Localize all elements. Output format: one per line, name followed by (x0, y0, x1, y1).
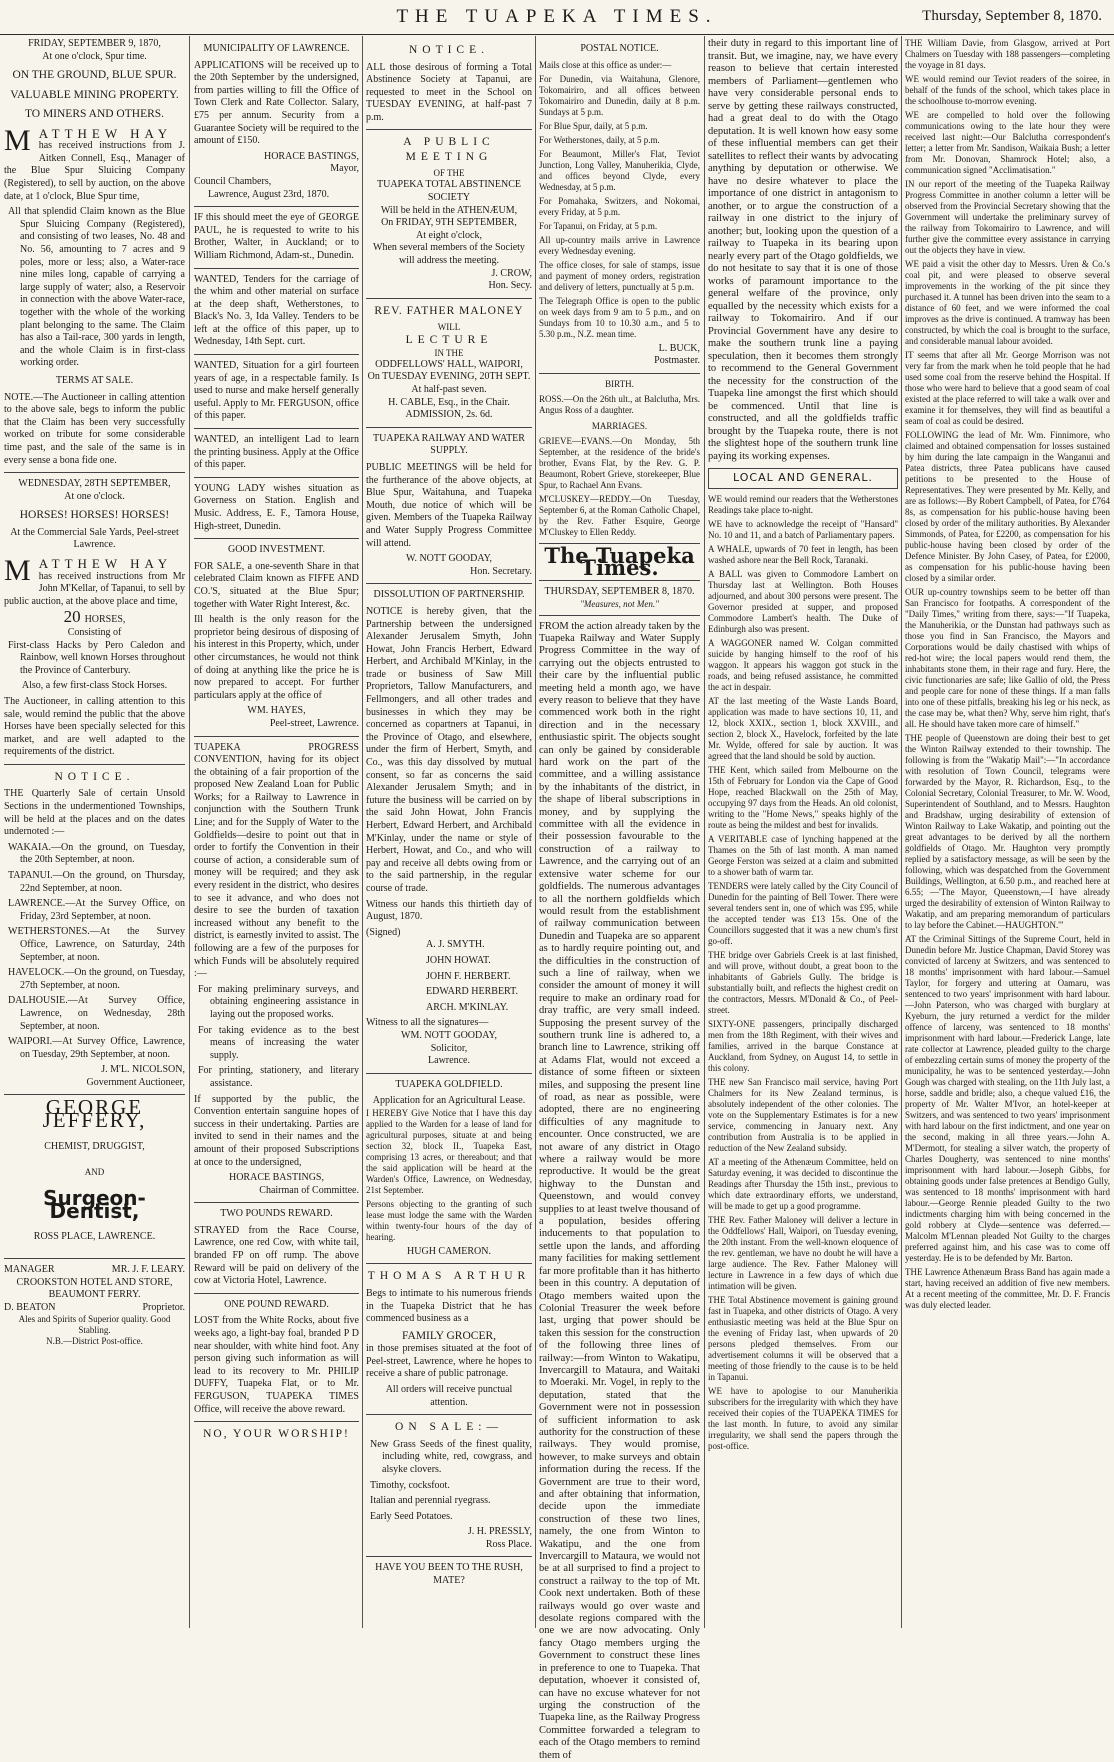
column-6 (905, 38, 1110, 1628)
rule (194, 1202, 359, 1203)
hotel-heading: CROOKSTON HOTEL AND STORE, BEAUMONT FERRY. (16, 1276, 173, 1301)
local-items (905, 38, 1110, 1311)
postal-item: For Pomahaka, Switzers, and Nokomai, every Friday, at 5 p.m. (539, 195, 700, 217)
news-item: THE William Davie, from Glasgow, arrived at Port Chalmers on Tuesday with 188 passengers—completing the voyage in 81 days. (905, 38, 1110, 70)
governess-ad: YOUNG LADY wishes situation as Governess on Station. English and Music. Address, E. F., Tamora House, High-street, Dunedin. (194, 482, 359, 532)
investment-signature: WM. HAYES, (247, 705, 306, 717)
news-item: WE have to acknowledge the receipt of "Hansard" No. 10 and 11, and a batch of Parliamentary papers. (708, 518, 898, 540)
jeffery-address: ROSS PLACE, LAWRENCE. (33, 1231, 156, 1243)
worship-heading: NO, YOUR WORSHIP! (203, 1428, 350, 1441)
column-1 (4, 38, 185, 1628)
news-item: THE bridge over Gabriels Creek is at last finished, and will prove, without doubt, a great boon to the inhabitants of Gabriels Gully. The bridge is substantially built, and reflects the highest credit on the contractors, Messrs. M'Donald & Co., of Peel-street. (708, 949, 898, 1015)
notice-item: DALHOUSIE.—At Survey Office, Lawrence, on Wednesday, 28th September, at noon. (8, 995, 185, 1032)
notice-signature: J. M'L. NICOLSON, (101, 1064, 185, 1076)
news-item: AT the last meeting of the Waste Lands Board, application was made to have sections 10, 11, and 12, block XXIX., section 1, block XXVIII., and section 2, block X., Havelock, forfeited by the late Mr. Wylde, offered for sale by auction. It was agreed that the land should be sold by auction. (708, 695, 898, 761)
sale-date: FRIDAY, SEPTEMBER 9, 1870, (28, 38, 161, 49)
sale-heading: ON THE GROUND, BLUE SPUR. (12, 69, 177, 82)
lecture-title: LECTURE (405, 334, 493, 347)
horses-count: 20 HORSES, (63, 607, 126, 627)
horses-location: At the Commercial Sale Yards, Peel-street Lawrence. (10, 526, 179, 551)
lecture-text: WILL (437, 322, 461, 333)
municipality-text: APPLICATIONS will be received up to the 20th September by the undersigned, from parties willing to fill the Office of Town Clerk and Rate Collector. Salary, £75 per annum. Security from a Guarantee Society will be required to the amount of £150. (194, 59, 359, 147)
postal-item: For Beaumont, Miller's Flat, Teviot Junction, Long Valley, Manuherikia, Clyde, and offices beyond Clyde, every Wednesday, at 5 p.m. (539, 148, 700, 192)
postal-item: The Telegraph Office is open to the public on week days from 9 am to 5 p.m., and on Sundays from 10 to 10.30 a.m., and 5 to 5.30 p.m., N.Z. mean time. (539, 295, 700, 339)
sale-text: First-class Hacks by Pero Caledon and Rainbow, well known Horses throughout the Province of Canterbury. (8, 639, 185, 676)
horses-heading: HORSES! HORSES! HORSES! (19, 509, 170, 522)
notice-text: ALL those desirous of forming a Total Abstinence Society at Tapanui, are requested to meet in the School on TUESDAY EVENING, at half-past 7 p.m. (366, 61, 532, 123)
paul-notice: IF this should meet the eye of GEORGE PAUL, he is requested to write to his Brother, Walter, in Auckland; or to William Richmond, Adam-st., Dunedin. (194, 212, 359, 261)
meeting-society: TUAPEKA TOTAL ABSTINENCE SOCIETY (376, 179, 522, 204)
masthead-date: Thursday, September 8, 1870. (922, 8, 1102, 24)
news-item: THE Rev. Father Maloney will deliver a lecture in the Oddfellows' Hall, Waipori, on Tuesday evening, the 20th instant. From the well-known eloquence of the rev. gentleman, we have no doubt he will have a large audience. The Rev. Father Maloney will lecture in Lawrence in a few days of which due intimation will be given. (708, 1214, 898, 1291)
notice-item: WAKAIA.—On the ground, on Tuesday, the 20th September, at noon. (8, 841, 185, 866)
sale-heading: TO MINERS AND OTHERS. (24, 108, 165, 121)
rule (366, 1414, 532, 1415)
partner-name: JOHN F. HERBERT. (426, 970, 511, 982)
masthead (0, 0, 1114, 35)
meeting-heading: A PUBLIC MEETING (403, 136, 495, 163)
lecture-text: ADMISSION, 2s. 6d. (405, 409, 493, 421)
sale-item: Early Seed Potatoes. (370, 1510, 453, 1522)
reward-text: STRAYED from the Race Course, Lawrence, one red Cow, with white tail, branded FP on off rump. The above Reward will be paid on delivery of the cow at Victoria Hotel, Lawrence. (194, 1224, 359, 1287)
meeting-text: Will be held in the ATHENÆUM, (380, 204, 518, 216)
jeffery-trade: CHEMIST, DRUGGIST, (44, 1140, 145, 1152)
paper-motto: "Measures, not Men." (580, 598, 659, 609)
news-item: THE Lawrence Athenæum Brass Band has again made a start, having received an addition of five new members. At a recent meeting of the committee, Mr. D. F. Francis was duly elected leader. (905, 1267, 1110, 1310)
news-item: THE Total Abstinence movement is gaining ground fast in Tuapeka, and other districts of Otago. A very enthusiastic meeting was held at the Blue Spur on the evening of Friday last, when upwards of 20 persons pledged themselves. From our advertisement columns it will be observed that a meeting of those friendly to the cause is to be held in Tapanui. (708, 1294, 898, 1382)
postal-signature: Postmaster. (654, 355, 700, 367)
rule (366, 298, 532, 299)
notice-text: THE Quarterly Sale of certain Unsold Sections in the undermentioned Townships, will be held at the places and on the dates undernoted :— (4, 788, 185, 838)
news-item: THE Kent, which sailed from Melbourne on the 15th of February for London via the Cape of Good Hope, reached Blackwall on the 25th of May, occupying 97 days from the Heads. An old colonist, writing to the "Home News," speaks highly of the route as being the mildest and best for invalids. (708, 764, 898, 830)
railway-text: PUBLIC MEETINGS will be held for the furtherance of the above objects, at Blue Spur, Waitahuna, and Tuapeka Mouth, due notice of which will be given. Members of the Tuapeka Railway and Water Supply Progress Committee will attend. (366, 461, 532, 549)
rule (366, 583, 532, 584)
goldfield-sub: Application for an Agricultural Lease. (372, 1095, 526, 1107)
rule (366, 1556, 532, 1557)
partner-name: EDWARD HERBERT. (426, 986, 518, 998)
sale-time: At one o'clock, Spur time. (42, 50, 147, 62)
editorial-text: their duty in regard to this important line of transit. But, we imagine, nay, we have every reason to believe that certain interested members of Parliament—gentlemen who have very considerable personal ends to serve by getting these railways constructed, had a great deal to do with the Otago deputation. It is well known how easy some of these influential members can get their satellites to reflect their wants by advocating anything by deputation or otherwise. We have no desire whatever to place the importance of one district in antagonism to another, or to argue the construction of a railway in one district to the injury of another; but, looking upon the question of a railway to Tuapeka in its bearing upon nearly every part of the Otago goldfields, we do not hesitate to say that it is one of those works of paramount importance to the general welfare of the province, only equalled by the necessity which exists for a railway to Tokomairiro. And if our Provincial Government have any desire to make the southern trunk line a paying speculation, then it becomes them strongly to recommend to the General Government the necessity for the construction of the Tuapeka line amongst the first which should be commenced. Until that line is constructed, and all the goldfields traffic brought by the Tuapeka route, there is not the slightest hope of the southern trunk line paying its working expenses. (708, 38, 898, 462)
grocer-text: in those premises situated at the foot of Peel-street, Lawrence, where he hopes to receive a share of public patronage. (366, 1343, 532, 1380)
rule (4, 764, 185, 765)
news-item: A WHALE, upwards of 70 feet in length, has been washed ashore near the Bell Rock, Taranaki. (708, 543, 898, 565)
on-sale-signature: J. H. PRESSLY, (467, 1526, 532, 1538)
news-item: AT a meeting of the Athenæum Committee, held on Saturday evening, it was decided to discontinue the Readings after Thursday the 15th inst., previous to which date extraordinary efforts, we understand, will be made to get up a good programme. (708, 1156, 898, 1211)
rule (366, 1263, 532, 1264)
sale-note: NOTE.—The Auctioneer in calling attention to the above sale, begs to inform the public that the Claim has been very successfully worked on tribute for some considerable time past, and the sale of the same is in every sense a bona fide one. (4, 391, 185, 466)
editorial-text: FROM the action already taken by the Tuapeka Railway and Water Supply Progress Committee in the way of carrying out the objects entrusted to their care by the influential public meeting held a month ago, we have every reason to believe that they have commenced work both in the right direction and in the necessary enthusiastic spirit. The objects sought can only be gained by considerable hard work on the part of the committee, and a willing assistance by the inhabitants of the district, in the shape of liberal subscriptions in money, and by supplying the committee with all the evidence in their possession favourable to the construction of a railway to Lawrence, and the carrying out of an extensive water scheme for our goldfields. The numerous advantages to all the northern goldfields which would result from the establishment of railway communication between Dunedin and Tuapeka are so apparent as to hardly require pointing out, and the difficulties in the construction of such a line of railway, when we consider the amount of money it will require to make an ordinary road for dray traffic, are very small indeed. Supposing the present survey of the southern trunk line is adhered to, a branch line to Lawrence, striking off at Adams Flat, would not exceed a distance of some fifteen or sixteen miles, and supposing the present line of road, as near as possible, were adopted, there are no engineering difficulties of any magnitude to encounter. Once constructed, we are not aware of any district in Otago where a railway would be more reproductive. It would be the great highway to the Dunstan and Queenstown, and would convey supplies to at least twelve thousand of a population, besides offering inducements to that population to settle upon the lands, and affording many facilities for making settlement far more profitable than it has hitherto been in this country. A deputation of Otago members waited upon the Colonial Treasurer the week before last, urging that power should be taken this session for the construction of the following three lines of railway:—from Winton to Wakatipu, Invercargill to Mataura, and Waitaki to Moeraki. Mr. Vogel, in reply to the deputation, stated that the Government were not in possession of sufficient information to ask authority for the construction of these railways. They would promise, however, to make surveys and obtain information during the recess. If the Government are true to their word, and after obtaining that information, decide upon the immediate construction of these two lines, namely, the one from Winton to Wakatipu, and the one from Invercargill to Mataura, we would not be at all surprised to find a project to construct a railway to the top of Mt. Cook next undertaken. Both of these railways would go over waste and desolate regions compared with the one we are now advocating. Only fancy Otago members urging the Government to construct these lines in preference to one to Tuapeka. That deputation, whoever it consisted of, can have no excuse whatever for not urging the construction of the Tuapeka line, as the Railway Progress Committee forwarded a telegram to each of the Otago members to remind them of (539, 620, 700, 1761)
rule (194, 477, 359, 478)
notice-item: WAIPORI.—At Survey Office, Lawrence, on Tuesday, 29th September, at noon. (8, 1036, 185, 1060)
birth-heading: BIRTH. (605, 378, 634, 389)
paper-title: The Tuapeka Times. (544, 542, 695, 581)
convention-item: For printing, stationery, and literary assistance. (198, 1065, 359, 1089)
sale-text: The Auctioneer, in calling attention to this sale, would remind the public that the above Horses have been specially selected for this market, and are well adapted to the requirements of the district. (4, 695, 185, 758)
column-divider (189, 36, 190, 1628)
sale-item: Timothy, cocksfoot. (370, 1479, 450, 1491)
convention-text: TUAPEKA PROGRESS CONVENTION, having for its object the obtaining of a fair proportion of the proposed New Zealand Loan for Public Works; for a Railway to Lawrence in conjunction with the Southern Trunk Line; and for the Supply of Water to the Goldfields—desire to point out that in order to fortify the Convention in their course of action, a considerable sum of money will be required; and they ask every resident in the district, who desires to see it advance, and who does not desire to see the burden of taxation increased without any benefit to the district, is earnestly invited to assist. The following are a few of the purposes for which Funds will be absolutely required :— (194, 741, 359, 980)
rule (194, 354, 359, 355)
on-sale-heading: ON SALE:— (395, 1421, 503, 1434)
postal-list (539, 60, 700, 340)
sale-text: All that splendid Claim known as the Blue Spur Sluicing Company (Registered), and consisting of two leases, No. 48 and No. 56, amounting to 7 acres and 9 poles, more or less; also, a Water-race nine miles long, capable of carrying a large supply of water; also, a Reservoir in connection with the above Water-race, together with the whole of the working plant belonging to the same. The Claim has also a Tail-race, 300 yards in length, and the whole Claim is in first-class working order. (8, 206, 185, 369)
dissolution-heading: DISSOLUTION OF PARTNERSHIP. (373, 589, 525, 601)
news-item: FOLLOWING the lead of Mr. Wm. Finnimore, who claimed and obtained compensation for losses sustained by him during the late campaign in the Wanganui and Patea districts, three Patea publicans have caused petitions to be presented to the House of Representatives. They were presented by Mr. Kelly, and are as follows:—By Robert Campbell, of Patea, for £764 8s, as compensation for his public-house having been closed by order of the military authorities. By Alexander Simmonds, of Patea, for £2200, as compensation for his public-house having been closed by order of the Defence Minister. By John Casey, of Patea, for £2000, as compensation for his public-house having been closed by a similar order. (905, 430, 1110, 583)
reward-heading: TWO POUNDS REWARD. (220, 1208, 333, 1220)
on-sale-list (366, 1439, 532, 1524)
rule (194, 1421, 359, 1422)
investment-text: FOR SALE, a one-seventh Share in that celebrated Claim known as FIFFE AND CO.'S, situated at the Blue Spur; together with Water Right Interest, &c. (194, 560, 359, 610)
dissolution-text: Witness our hands this thirtieth day of August, 1870. (366, 898, 532, 923)
news-item: WE have to apologise to our Manuherikia subscribers for the irregularity with which they have received their copies of the TUAPEKA TIMES for the last month. In future, to avoid any similar irregularity, we shall send the papers through the post-office. (708, 1385, 898, 1451)
news-item: WE would remind our readers that the Wetherstones Readings take place to-night. (708, 493, 898, 515)
convention-signature: Chairman of Committee. (259, 1184, 359, 1196)
news-item: AT the Criminal Sittings of the Supreme Court, held in Dunedin before Mr. Justice Chapman, David Storey was convicted of larceny at Switzers, and was sentenced to 18 months' imprisonment with hard labour.—Samuel Taylor, for forgery and uttering at Oamaru, was sentenced to two years' imprisonment with hard labour.—John Paterson, who was charged with burglary at Kyeburn, the jury returned a verdict for the milder offence of larceny, was sentenced to 18 months' imprisonment with hard labour.—Frederick Lange, late rate collector at Lawrence, pleaded guilty to the charge of embezzling certain sums of money the property of the municipality, he was to be sentenced yesterday.—John Gough was charged with stealing, on the 11th July last, a horse, saddle and bridle; also, a cheque valued £16, the property of Mr. Walter M'Ivor, an hotel-keeper at Switzers, and was sentenced to two years' imprisonment with hard labour on the first indictment, and one year on the second, making in all three years.—John A. M'Dermott, for stealing a silver watch, the property of Charles Dougherty, was sentenced to nine months' imprisonment with hard labour.—Joseph Gibbs, for obtaining goods under false pretences at Bendigo Gully, was sentenced to 18 months' imprisonment with hard labour.—George Rennie pleaded Guilty to the two indictments charging him with being concerned in the gold robbery at Clyde—sentence was deferred.—Malcolm M'Lennan pleaded Not Guilty to the charges preferred against him, and his case was to come off yesterday. He is to be defended by Mr. Barton. (905, 934, 1110, 1263)
rule (366, 1073, 532, 1074)
postal-item: All up-country mails arrive in Lawrence every Wednesday evening. (539, 234, 700, 256)
notice-item: WETHERSTONES.—At the Survey Office, Lawrence, on Saturday, 24th September, at noon. (8, 926, 185, 963)
grocer-heading: FAMILY GROCER, (401, 1329, 497, 1342)
marriage-text: GRIEVE—EVANS.—On Monday, 5th September, at the residence of the bride's brother, Evans Flat, by the Rev. G. P. Beaumont, Robert Grieve, storekeeper, Blue Spur, to Rachael Ann Evans. (539, 435, 700, 490)
convention-signature: HORACE BASTINGS, (228, 1172, 324, 1184)
convention-item: For taking evidence as to the best means of increasing the water supply. (198, 1024, 359, 1061)
marriage-text: M'CLUSKEY—REDDY.—On Tuesday, September 6, at the Roman Catholic Chapel, by the Rev. Father Esquire, George M'Cluskey to Ellen Reddy. (539, 493, 700, 537)
investment-text: Ill health is the only reason for the proprietor being desirous of disposing of his interest in this Property, which, under other circumstances, he would not think of doing at anything like the price he is now prepared to accept. For further particulars apply at the office of (194, 614, 359, 701)
dissolution-witness: WM. NOTT GOODAY, (401, 1029, 497, 1041)
lecture-text: H. CABLE, Esq., in the Chair. (388, 396, 510, 408)
goldfield-text: I HEREBY Give Notice that I have this day applied to the Warden for a lease of land for agricultural purposes, situate at and being section 32, block II., Tuapeka East, comprising 13 acres, or thereabout; and that the said application will be heard at the Warden's Office, Lawrence, on Wednesday, 21st September. (366, 1107, 532, 1195)
rule (4, 472, 185, 473)
goldfield-heading: TUAPEKA GOLDFIELD. (395, 1078, 503, 1090)
sale-text: Also, a few first-class Stock Horses. (21, 680, 168, 692)
partner-name: A. J. SMYTH. (426, 939, 485, 951)
grocer-name: THOMAS ARTHUR (367, 1270, 531, 1283)
news-item: IN our report of the meeting of the Tuapeka Railway Progress Committee in another column a letter will be observed from the Provincial Secretary showing that the Government will undertake the preliminary survey of the railway from Tokomairiro to Lawrence, and will further give the committee every assistance in carrying out the objects they have in view. (905, 179, 1110, 255)
notice-item: HAVELOCK.—On the ground, on Tuesday, 27th September, at noon. (8, 967, 185, 991)
meeting-signature: J. CROW, (491, 267, 532, 279)
marriages-heading: MARRIAGES. (591, 420, 648, 431)
column-3 (366, 38, 532, 1628)
municipality-signature: Mayor, (330, 163, 359, 175)
column-divider (704, 36, 705, 1628)
rule (194, 268, 359, 269)
goldfield-signature: HUGH CAMERON. (407, 1245, 491, 1257)
dissolution-signed: (Signed) (366, 926, 401, 938)
auctioneer-name: MATTHEW HAY (4, 123, 173, 157)
column-5 (708, 38, 898, 1628)
local-items (708, 494, 898, 1452)
notice-heading: NOTICE. (54, 770, 135, 783)
news-item: WE are compelled to hold over the following communications owing to the late hour they were received last night:—Our Balclutha correspondent's letter; a letter from Mr. Sandison, Waikaia Bush; a letter from Mr. Donovan, Shamrock Hotel; also, a communication signed "Acclimatisation." (905, 110, 1110, 175)
jeffery-trade-2: Surgeon-Dentist, (43, 1186, 146, 1223)
postal-item: For Tapanui, on Friday, at 5 p.m. (539, 220, 658, 231)
municipality-place: Lawrence, August 23rd, 1870. (208, 188, 330, 200)
investment-signature: Peel-street, Lawrence. (269, 717, 359, 729)
news-item: SIXTY-ONE passengers, principally discharged men from the 18th Regiment, with their wives and families, arrived in the barque Constance at Auckland, from Sydney, on August 14, to settle in this colony. (708, 1018, 898, 1073)
postal-item: For Dunedin, via Waitahuna, Glenore, Tokomairiro, and all offices between Tokomairiro and Dunedin, daily at 8 p.m. Sundays at 5 p.m. (539, 73, 700, 117)
column-2 (194, 38, 359, 1628)
municipality-heading: MUNICIPALITY OF LAWRENCE. (203, 43, 350, 54)
hotel-text: Ales and Spirits of Superior quality. Good Stabling. (18, 1314, 171, 1336)
notice-item: TAPANUI.—On the ground, on Thursday, 22nd September, at noon. (8, 869, 185, 894)
dissolution-names (366, 939, 532, 1014)
news-item: WE would remind our Teviot readers of the soiree, in behalf of the funds of the school, which takes place in the schoolhouse to-morrow evening. (905, 74, 1110, 106)
news-item: A WAGGONER named W. Colgan committed suicide by hanging himself to the roof of his waggon. It appears his waggon got stuck in the roads, and being refused assistance, he committed the act in despair. (708, 637, 898, 692)
convention-item: For making preliminary surveys, and obtaining engineering assistance in laying out the proposed works. (198, 983, 359, 1020)
reward-text: LOST from the White Rocks, about five weeks ago, a light-bay foal, branded P D near shoulder, with white hind foot. Any person giving such information as will lead to its recovery to Mr. PHILIP DUFFY, Tuapeka Flat, or to Mr. FERGUSON, TUAPEKA TIMES Office, will receive the above reward. (194, 1315, 359, 1415)
sale-item: New Grass Seeds of the finest quality, including white, red, cowgrass, and alsyke clovers. (370, 1438, 532, 1475)
partner-name: ARCH. M'KINLAY. (426, 1001, 509, 1013)
news-item: TENDERS were lately called by the City Council of Dunedin for the painting of Bell Tower. There were several tenders sent in, one of which was £95, while the accepted tender was £13 15s. One of the Councillors suggested that it was a new chum's first go-off. (708, 880, 898, 946)
news-item: A BALL was given to Commodore Lambert on Thursday last at Wellington. Both Houses adjourned, and about 300 persons were present. The Governor presided at supper, and proposed Commodore Lambert's health. The Duke of Edinburgh also was present. (708, 568, 898, 634)
dissolution-witness: Witness to all the signatures— (366, 1017, 489, 1029)
masthead-title: THE TUAPEKA TIMES. (396, 6, 718, 27)
proprietor-line: D. BEATON Proprietor. (4, 1301, 185, 1313)
municipality-signature: HORACE BASTINGS, (263, 150, 359, 162)
postal-item: Mails close at this office as under:— (539, 59, 672, 70)
partner-name: JOHN HOWAT. (426, 954, 491, 966)
sale-time: At one o'clock. (64, 490, 125, 502)
rule (194, 1293, 359, 1294)
column-divider (535, 36, 536, 1628)
news-item: WE paid a visit the other day to Messrs. Uren & Co.'s coal pit, and were pleased to observe several improvements in the working of the pit since they purchased it. A tunnel has been driven into the seam to a distance of 60 feet, and we were informed the coal improves as the drive is continued. A tramway has been constructed, by which the coal is brought to the surface, and considerable manual labour avoided. (905, 259, 1110, 346)
terms-heading: TERMS AT SALE. (55, 374, 134, 386)
news-item: THE people of Queenstown are doing their best to get the Winton Railway extended to their township. The following is from the "Wakatip Mail":—"In accordance with resolution of Town Council, telegrams were forwarded by the Mayor, R. Richardson, Esq., to the Colonial Secretary, Colonial Treasurer, to Mr. W. Wood, Superintendent of Southland, and to Messrs. Haughton and Bradshaw, urging desirability of extension of Winton Railway to Lake Wakatip, and pointing out the great advantages to be derived by all the northern goldfields of Otago. Mr. Haughton very promptly replied by a satisfactory message, as will be seen by the following, which was despatched from the Government Buildings, Wellington, at 6.50 p.m., and reached here at 6.55; —'The Mayor, Queenstown,—I have already urged the desirability of extension of Winton Railway to Wakatip, and am preparing memorandum of particulars to lay before the Cabinet.—HAUGHTON.'" (905, 733, 1110, 930)
rule (194, 206, 359, 207)
dissolution-witness: Solicitor, (430, 1042, 468, 1054)
wanted-tenders: WANTED, Tenders for the carriage of the whim and other material on surface at the deep shaft, Wetherstones, to Black's No. 3, Ida Valley. Tenders to be left at the office of this paper, up to Wednesday, 14th Sept. curt. (194, 273, 359, 348)
convention-list (194, 984, 359, 1091)
news-item: A VERITABLE case of lynching happened at the Thames on the 5th of last month. A man named George Ferston was seized at a claim and submitted to a shower bath of warm tar. (708, 833, 898, 877)
postal-heading: POSTAL NOTICE. (580, 43, 659, 54)
news-item: IT seems that after all Mr. George Morrison was not very far from the mark when he told people that he had used some coal from the reserve behind the Hospital. If those who were hard to believe that a good seam of coal existed at the place referred to will take a walk over and examine it for themselves, they will find as beautiful a seam of coal as could be desired. (905, 350, 1110, 426)
lecture-venue: ODDFELLOWS' HALL, WAIPORI, (375, 358, 523, 370)
municipality-place: Council Chambers, (194, 175, 272, 187)
jeffery-name: GEORGE JEFFERY, (42, 1095, 147, 1133)
wanted-lad: WANTED, an intelligent Lad to learn the printing business. Apply at the Office of this paper. (194, 434, 359, 471)
railway-signature: Hon. Secretary. (470, 565, 532, 577)
goldfield-text: Persons objecting to the granting of such lease must lodge the same with the Warden within twenty-four hours of the day of hearing. (366, 1198, 532, 1242)
meeting-text: On FRIDAY, 9TH SEPTEMBER, (381, 217, 517, 229)
railway-heading: TUAPEKA RAILWAY AND WATER SUPPLY. (373, 432, 525, 457)
on-sale-signature: Ross Place. (485, 1538, 532, 1550)
hotel-text: N.B.—District Post-office. (46, 1336, 143, 1347)
meeting-text: When several members of the Society will address the meeting. (373, 242, 525, 267)
rule (194, 428, 359, 429)
jeffery-and: AND (84, 1167, 105, 1178)
column-4 (539, 38, 700, 1761)
horses-sub: Consisting of (67, 626, 122, 638)
grocer-text: Begs to intimate to his numerous friends in the Tuapeka District that he has commenced business as a (366, 1287, 532, 1325)
reward-heading: ONE POUND REWARD. (224, 1298, 329, 1310)
postal-item: The office closes, for sale of stamps, issue and payment of money orders, registration and delivery of letters, punctually at 5 p.m. (539, 259, 700, 292)
rule (4, 1258, 185, 1259)
manager-line: MANAGER MR. J. F. LEARY. (4, 1264, 185, 1276)
investment-heading: GOOD INVESTMENT. (227, 544, 326, 556)
notice-item: LAWRENCE.—At the Survey Office, on Friday, 23rd September, at noon. (8, 898, 185, 922)
dissolution-text: NOTICE is hereby given, that the Partnership between the undersigned Alexander Jerusalem Smyth, John Howat, John Francis Herbert, Edward Herbert, and Archibald M'Kinlay, in the trade or business of Saw Mill Proprietors, Tallow Manufacturers, and Fellmongers, and all other trades and businesses in which they may be concerned as copartners at Tapanui, in the Province of Otago, and elsewhere, under the firm of Herbert, Smyth, and Co., was this day dissolved by mutual consent, so far as concerns the said Alexander Jerusalem Smyth; and in future the business will be carried on by the said John Howat, John Francis Herbert, Edward Herbert, and Archibald M'Kinlay, under the name or style of Herbert, Howat, and Co., and who will pay and receive all debts owing from or to the said partnership, in the regular course of trade. (366, 605, 532, 894)
auctioneer-name: MATTHEW HAY (4, 554, 173, 587)
convention-text: If supported by the public, the Convention entertain sanguine hopes of success in their undertaking. Parties are invited to send in their names and the amount of their proposed Subscriptions at once to the undersigned, (194, 1093, 359, 1168)
sale-text: has received instructions from Mr John M'Kellar, of Tapanui, to sell by public auction, at the above place and time, (4, 570, 185, 607)
railway-signature: W. NOTT GOODAY, (405, 553, 493, 565)
postal-item: For Wetherstones, daily, at 5 p.m. (539, 134, 660, 145)
sale-text: has received instructions from J. Aitken Connell, Esq., Manager of the Blue Spur Sluicing Company (Registered), to sell by auction, on the above date, at 1 o'clock, Blue Spur time, (4, 140, 185, 202)
column-divider (362, 36, 363, 1628)
rule (194, 736, 359, 737)
column-divider (901, 36, 902, 1628)
local-general-heading: LOCAL AND GENERAL. (708, 468, 898, 489)
lecture-text: On TUESDAY EVENING, 20TH SEPT. (367, 371, 531, 383)
lecture-text: At half-past seven. (411, 384, 487, 395)
news-item: THE new San Francisco mail service, having Port Chalmers for its New Zealand terminus, is absolutely independent of the other colonies. The vote on the Supplementary Estimates is for a new service, commencing in January next. Any contribution from Australia is to be applied in reduction of the New Zealand subsidy. (708, 1076, 898, 1153)
sale-heading: VALUABLE MINING PROPERTY. (10, 88, 179, 101)
sale-item: Italian and perennial ryegrass. (370, 1495, 491, 1507)
rule (366, 129, 532, 130)
paper-date: THURSDAY, SEPTEMBER 8, 1870. (544, 585, 695, 597)
grocer-text: All orders will receive punctual attention. (385, 1384, 513, 1408)
meeting-of: OF THE (433, 168, 465, 179)
rule (194, 538, 359, 539)
rush-heading: HAVE YOU BEEN TO THE RUSH, MATE? (375, 1562, 523, 1587)
news-item: OUR up-country townships seem to be better off than San Francisco for footpaths. A correspondent of the "Daily Times," writing from there, says:—"If Tuapeka, the Manuherikia, or the Dunstan had pathways such as those you find in San Francisco, the Mayors and Corporations would be daily chastised with whips of red-hot wire; the local papers would rend them, the inhabitants stone them, in their rage and fury. Here, the civic functionaries are safe; like Gallio of old, the Press and people care for none of these things. If a man falls into one of these pitfalls, breaking his leg or his neck, as the case may be, what then? Why, serve him right, that's all. He should have taken more care of himself." (905, 587, 1110, 729)
notice-signature: Government Auctioneer, (86, 1076, 185, 1088)
notice-heading: NOTICE. (408, 44, 490, 56)
meeting-signature: Hon. Secy. (488, 280, 532, 292)
lecture-heading: REV. FATHER MALONEY (374, 304, 524, 317)
sale-date: WEDNESDAY, 28TH SEPTEMBER, (18, 478, 171, 490)
postal-signature: L. BUCK, (658, 342, 700, 354)
lecture-text: IN THE (434, 347, 464, 358)
rule (366, 427, 532, 428)
rule (539, 373, 700, 374)
postal-item: For Blue Spur, daily, at 5 p.m. (539, 120, 648, 131)
rule (539, 615, 700, 616)
notice-list (4, 842, 185, 1062)
meeting-text: At eight o'clock, (416, 229, 482, 241)
wanted-situation: WANTED, Situation for a girl fourteen years of age, in a respectable family. Is used to nurse and make herself generally useful. Apply to Mr. FERGUSON, office of this paper. (194, 360, 359, 422)
dissolution-witness: Lawrence. (428, 1055, 470, 1067)
birth-text: ROSS.—On the 26th ult., at Balclutha, Mrs. Angus Ross of a daughter. (539, 393, 700, 415)
rule (539, 580, 700, 581)
